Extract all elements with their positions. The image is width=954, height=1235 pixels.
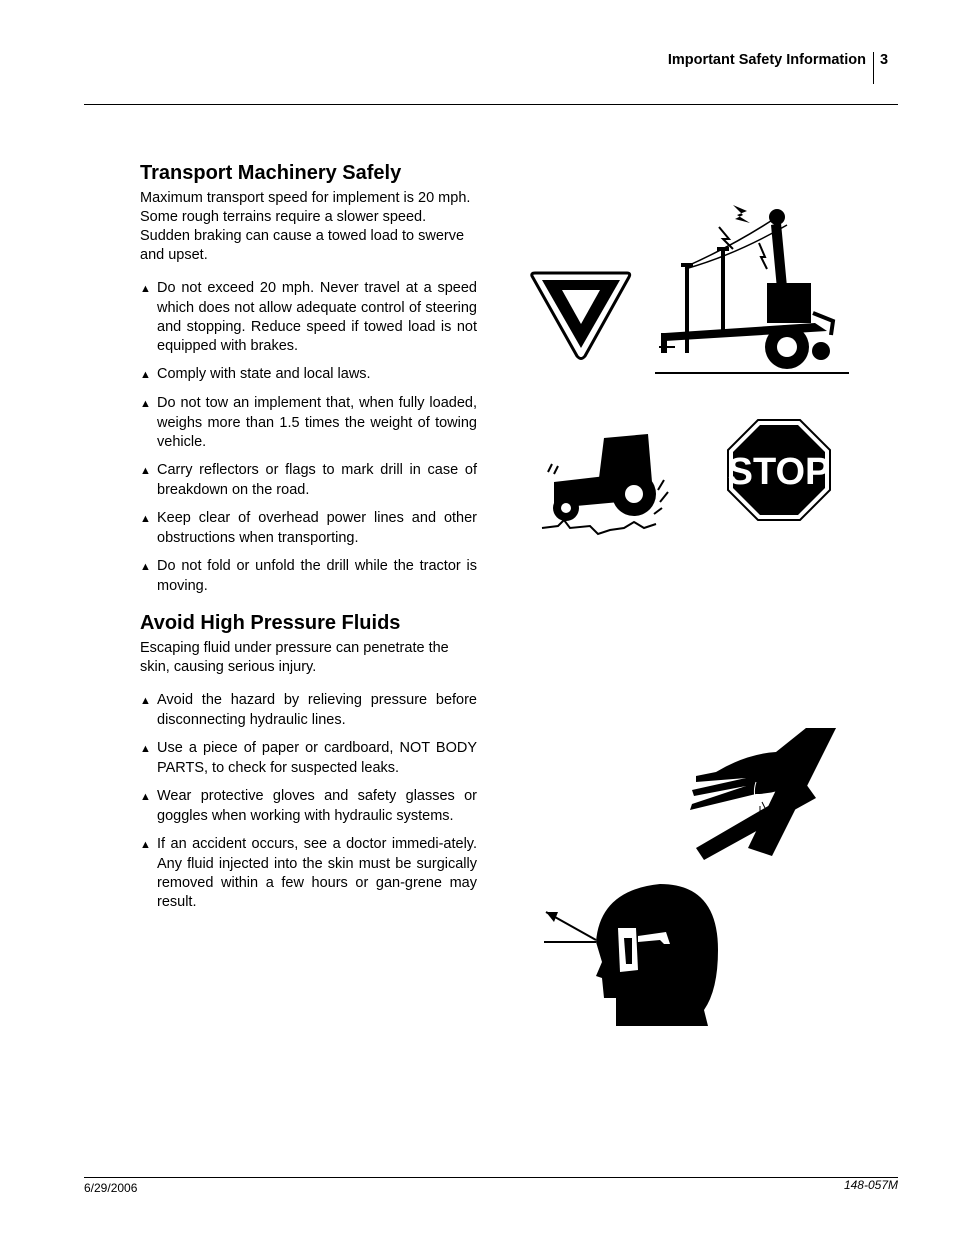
- list-item: ▲ Wear protective gloves and safety glasses or goggles when working with hydraulic systems.: [140, 788, 477, 824]
- triangle-bullet-icon: ▲: [140, 283, 151, 295]
- triangle-bullet-icon: ▲: [140, 465, 151, 477]
- triangle-bullet-icon: ▲: [140, 513, 151, 525]
- list-item: ▲ Avoid the hazard by relieving pressure before disconnecting hydraulic lines.: [140, 692, 477, 728]
- footer-date: 6/29/2006: [84, 1181, 138, 1195]
- footer-rule: [84, 1177, 898, 1178]
- list-item: ▲ If an accident occurs, see a doctor immedi-ately. Any fluid injected into the skin must be surgically removed within a few hours or gan-grene may result.: [140, 836, 477, 910]
- power-line-hazard-icon: [655, 195, 855, 380]
- list-item: ▲ Carry reflectors or flags to mark drill in case of breakdown on the road.: [140, 462, 477, 498]
- page-number: 3: [880, 52, 889, 68]
- header-rule: [84, 104, 898, 105]
- yield-sign-icon: [528, 270, 634, 362]
- list-item: ▲ Do not fold or unfold the drill while the tractor is moving.: [140, 558, 477, 594]
- list-item: ▲ Comply with state and local laws.: [140, 365, 477, 385]
- running-header-title: Important Safety Information: [667, 52, 866, 68]
- section-transport: [140, 161, 477, 605]
- tractor-rough-terrain-icon: [540, 430, 670, 538]
- triangle-bullet-icon: ▲: [140, 791, 151, 803]
- bullet-list: [140, 691, 477, 912]
- list-item: ▲ Do not exceed 20 mph. Never travel at a speed which does not allow adequate control of steering and stopping. Reduce speed if towed load is not equipped with brakes.: [140, 280, 477, 354]
- section-high-pressure: [140, 611, 477, 921]
- stop-sign-label: STOP: [727, 451, 831, 493]
- bullet-list: [140, 279, 477, 596]
- section-heading: Avoid High Pressure Fluids: [140, 612, 401, 634]
- footer-document-number: 148-057M: [843, 1178, 898, 1192]
- header-separator: [873, 52, 874, 84]
- list-item: ▲ Keep clear of overhead power lines and other obstructions when transporting.: [140, 510, 477, 546]
- list-item: ▲ Do not tow an implement that, when fully loaded, weighs more than 1.5 times the weight of towing vehicle.: [140, 395, 477, 450]
- list-item: ▲ Use a piece of paper or cardboard, NOT BODY PARTS, to check for suspected leaks.: [140, 740, 477, 776]
- triangle-bullet-icon: ▲: [140, 839, 151, 851]
- hand-fluid-injection-icon: [686, 724, 838, 860]
- section-intro: Escaping fluid under pressure can penetrate the skin, causing serious injury.: [140, 640, 449, 675]
- triangle-bullet-icon: ▲: [140, 398, 151, 410]
- section-heading: Transport Machinery Safely: [140, 162, 402, 184]
- triangle-bullet-icon: ▲: [140, 695, 151, 707]
- triangle-bullet-icon: ▲: [140, 743, 151, 755]
- section-intro: Maximum transport speed for implement is 20 mph. Some rough terrains require a slower speed. Sudden braking can cause a towed load to swerve and upset.: [140, 190, 471, 263]
- stop-sign-icon: [726, 418, 832, 522]
- safety-glasses-head-icon: [540, 880, 722, 1028]
- triangle-bullet-icon: ▲: [140, 369, 151, 381]
- triangle-bullet-icon: ▲: [140, 561, 151, 573]
